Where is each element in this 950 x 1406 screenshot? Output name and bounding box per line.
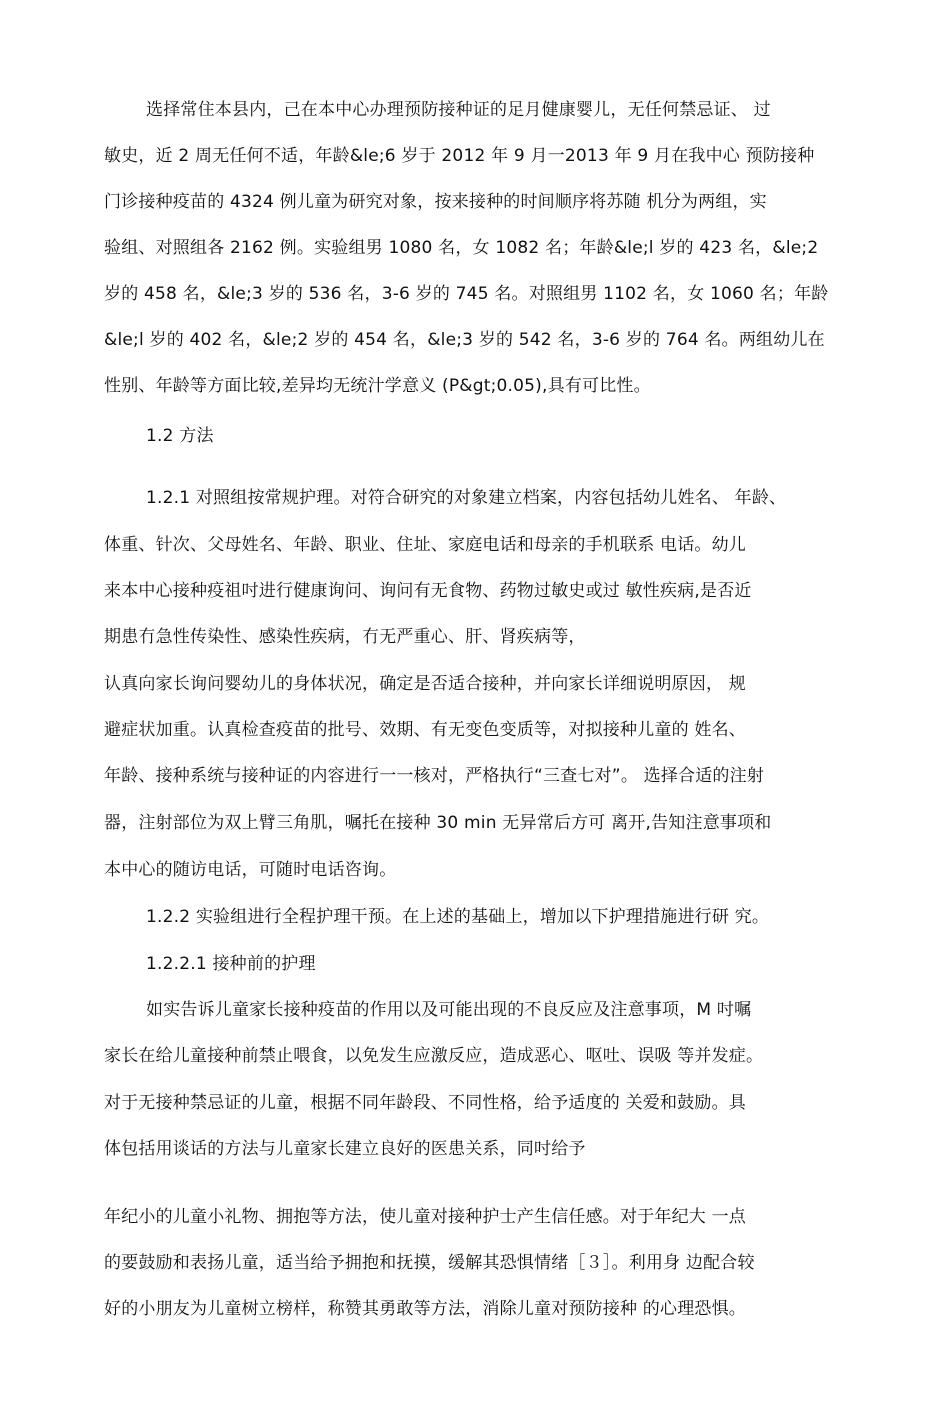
paragraph-line: 年龄、接种系统与接种证的内容进行一一核对，严格执行“三查七对”。 选择合适的注射: [104, 766, 765, 786]
paragraph-line: 体包括用谈话的方法与儿童家长建立良好的医患关系，同吋给予: [104, 1139, 586, 1159]
subsection-heading: 1.2.2 实验组进行全程护理干预。在上述的基础上，增加以下护理措施进行研 究。: [146, 907, 770, 927]
paragraph-line: 来本中心接种疫祖吋进行健康询问、询问有无食物、药物过敏史或过 敏性疾病,是否近: [104, 581, 752, 601]
subsection-heading: 1.2.2.1 接种前的护理: [146, 954, 316, 974]
paragraph-line: 避症状加重。认真检查疫苗的批号、效期、有无变色变质等，对拟接种儿童的 姓名、: [104, 720, 747, 740]
paragraph-line: 选择常住本县内，己在本中心办理预防接种证的足月健康婴儿，无任何禁忌证、 过: [146, 100, 771, 120]
paragraph-line: 期患冇急性传染性、感染性疾病，冇无严重心、肝、肾疾病等，: [104, 627, 586, 647]
paragraph-line: 的要鼓励和表扬儿童，适当给予拥抱和抚摸，缓解其恐惧情绪［３］。利用身 边配合较: [104, 1253, 755, 1273]
paragraph-line: &le;l 岁的 402 名，&le;2 岁的 454 名，&le;3 岁的 542 名，3-6 岁的 764 名。两组幼儿在: [104, 330, 825, 350]
paragraph-line: 岁的 458 名，&le;3 岁的 536 名，3-6 岁的 745 名。对照组男 1102 名，女 1060 名；年龄: [104, 284, 829, 304]
paragraph-line: 本中心的随访电话，可随时电话咨询。: [104, 860, 397, 880]
paragraph-line: 敏史，近 2 周无任何不适，年龄&le;6 岁于 2012 年 9 月一2013 年 9 月在我中心 预防接种: [104, 146, 815, 166]
paragraph-line: 验组、对照组各 2162 例。实验组男 1080 名，女 1082 名；年龄&le;l 岁的 423 名，&le;2: [104, 238, 819, 258]
paragraph-line: 性别、年龄等方面比较,差异均无统汁学意义 (P&gt;0.05),具有可比性。: [104, 376, 651, 396]
paragraph-line: 器，注射部位为双上臂三角肌，嘱托在接种 30 min 无异常后方可 离开,告知注意事项和: [104, 813, 772, 833]
paragraph-line: 门诊接种疫苗的 4324 例儿童为研究对象，按来接种的时间顺序将苏随 机分为两组，实: [104, 192, 767, 212]
paragraph-line: 对于无接种禁忌证的儿童，根据不同年龄段、不同性格，给予适度的 关爱和鼓励。具: [104, 1093, 747, 1113]
section-heading: 1.2 方法: [146, 426, 214, 446]
paragraph-line: 1.2.1 对照组按常规护理。对符合研究的对象建立档案，内容包括幼儿姓名、 年龄、: [146, 488, 787, 508]
paragraph-line: 体重、针次、父母姓名、年龄、职业、住址、家庭电话和母亲的手机联系 电话。幼儿: [104, 535, 747, 555]
paragraph-line: 好的小朋友为儿童树立榜样，称赞其勇敢等方法，消除儿童对预防接种 的心理恐惧。: [104, 1299, 747, 1319]
paragraph-line: 家长在给儿童接种前禁止喂食，以免发生应激反应，造成恶心、呕吐、误吸 等并发症。: [104, 1046, 764, 1066]
paragraph-line: 如实告诉儿童家长接种疫苗的作用以及可能出现的不良反应及注意事项，M 吋嘱: [146, 1000, 752, 1020]
paragraph-line: 年纪小的儿童小礼物、拥抱等方法，使儿童对接种护士产生信任感。对于年纪大 一点: [104, 1207, 747, 1227]
paragraph-line: 认真向家长询问婴幼儿的身体状况，确定是否适合接种，并向家长详细说明原因， 规: [104, 674, 747, 694]
